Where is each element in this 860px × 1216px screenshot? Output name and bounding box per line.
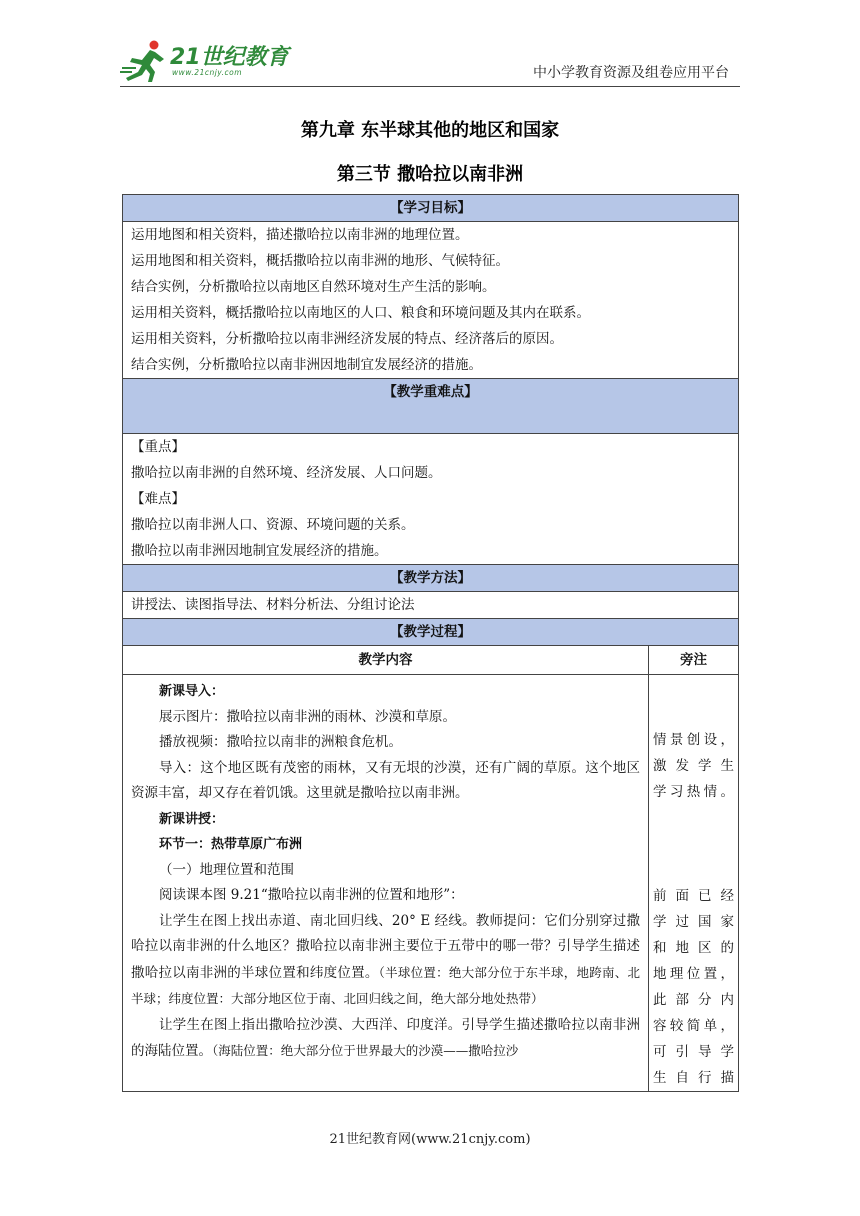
objective-item: 运用地图和相关资料，描述撒哈拉以南非洲的地理位置。 [131, 227, 469, 243]
difficult-label: 【难点】 [131, 491, 185, 507]
key-points-body [123, 434, 739, 565]
side-note-line: 生自行描 [653, 1070, 734, 1086]
side-note-line: 情景创设， [653, 732, 734, 748]
section-title: 第三节 撒哈拉以南非洲 [336, 164, 524, 185]
intro-paragraph: 导入：这个地区既有茂密的雨林，又有无垠的沙漠，还有广阔的草原。这个地区资源丰富，却又存在着饥饿。这里就是撒哈拉以南非洲。 [131, 759, 640, 801]
intro-line: 展示图片：撒哈拉以南非洲的雨林、沙漠和草原。 [159, 708, 456, 725]
subsection-title: （一）地理位置和范围 [159, 861, 294, 878]
page-footer: 21世纪教育网(www.21cnjy.com) [329, 1132, 531, 1147]
paragraph-answer: （半球位置：绝大部分位于东半球，地跨南、北半球；纬度位置：大部分地区位于南、北回归线之间，绝大部分地处热带） [131, 964, 640, 1006]
key-points-heading: 【教学重难点】 [123, 379, 739, 434]
side-note-line: 此部分内 [653, 992, 734, 1008]
objective-item: 运用地图和相关资料，概括撒哈拉以南非洲的地形、气候特征。 [131, 253, 509, 269]
methods-heading: 【教学方法】 [123, 565, 739, 592]
logo-subtext: www.21cnjy.com [172, 68, 243, 77]
side-note-line: 学习热情。 [653, 784, 734, 800]
reading-instruction: 阅读课本图 9.21“撒哈拉以南非洲的位置和地形”： [159, 887, 464, 903]
objectives-heading: 【学习目标】 [123, 195, 739, 222]
paragraph-text: 让学生在图上找出赤道、南北回归线、20° E 经线。教师提问：它们分别穿过撒哈拉以南非洲的什么地区？撒哈拉以南非洲主要位于五带中的哪一带？引导学生描述撒哈拉以南非洲的半球位置和纬度位置。 [131, 912, 640, 981]
intro-title: 新课导入： [159, 684, 225, 699]
objectives-list [123, 222, 739, 379]
methods-body [123, 592, 739, 619]
paragraph-hemisphere [131, 909, 640, 1013]
process-heading: 【教学过程】 [123, 619, 739, 646]
paragraph-text: 让学生在图上指出撒哈拉沙漠、大西洋、印度洋。引导学生描述撒哈拉以南非洲的海陆位置。 [131, 1016, 640, 1059]
paragraph-sea-land [131, 1013, 640, 1065]
paragraph-answer: （海陆位置：绝大部分位于世界最大的沙漠——撒哈拉沙 [212, 1043, 519, 1058]
difficult-item: 撒哈拉以南非洲因地制宜发展经济的措施。 [131, 543, 388, 559]
intro-line: 播放视频：撒哈拉以南非的洲粮食危机。 [159, 734, 402, 750]
link-one-title: 环节一：热带草原广布洲 [159, 837, 303, 852]
runner-logo-icon [120, 38, 170, 84]
key-label: 【重点】 [131, 439, 185, 455]
difficult-item: 撒哈拉以南非洲人口、资源、环境问题的关系。 [131, 517, 415, 533]
process-side-notes [649, 675, 739, 1092]
logo-text: 21世纪教育 [170, 45, 289, 70]
chapter-title: 第九章 东半球其他的地区和国家 [300, 120, 560, 141]
side-note-line: 激发学生 [653, 758, 734, 774]
column-header-note: 旁注 [649, 646, 739, 675]
page-header [0, 0, 860, 92]
key-text: 撒哈拉以南非洲的自然环境、经济发展、人口问题。 [131, 465, 442, 481]
objective-item: 运用相关资料，分析撒哈拉以南非洲经济发展的特点、经济落后的原因。 [131, 331, 563, 347]
side-note-line: 容较简单， [653, 1018, 734, 1034]
side-note-line: 地理位置， [653, 966, 734, 982]
process-content [123, 675, 649, 1092]
objective-item: 结合实例，分析撒哈拉以南非洲因地制宜发展经济的措施。 [131, 357, 482, 373]
lecture-title: 新课讲授： [159, 811, 225, 827]
side-note-line: 前面已经 [653, 888, 734, 904]
header-divider [120, 86, 740, 87]
platform-name: 中小学教育资源及组卷应用平台 [533, 65, 729, 81]
objective-item: 运用相关资料，概括撒哈拉以南地区的人口、粮食和环境问题及其内在联系。 [131, 305, 590, 321]
methods-text: 讲授法、读图指导法、材料分析法、分组讨论法 [131, 597, 415, 613]
side-note-line: 学过国家 [653, 914, 734, 930]
site-logo [120, 38, 290, 84]
lesson-plan-table [122, 194, 739, 1092]
objective-item: 结合实例，分析撒哈拉以南地区自然环境对生产生活的影响。 [131, 279, 496, 295]
side-note-line: 和地区的 [653, 940, 734, 956]
column-header-content: 教学内容 [123, 646, 649, 675]
side-note-line: 可引导学 [653, 1044, 734, 1060]
